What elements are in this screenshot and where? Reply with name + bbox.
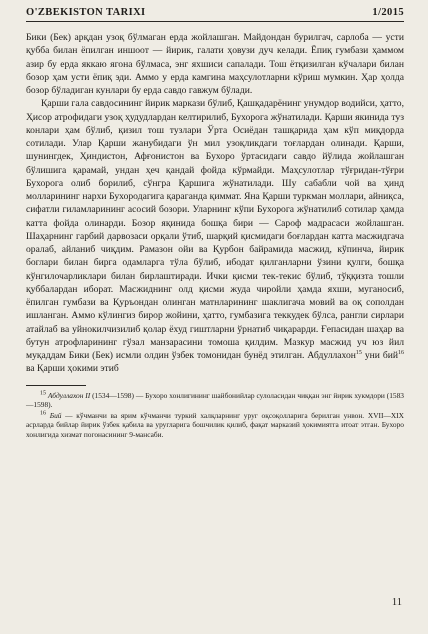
paragraph-text: уни бий	[361, 350, 398, 361]
paragraph-text: ва Қарши ҳокими этиб	[26, 363, 119, 375]
running-header	[26, 7, 404, 22]
footnote	[26, 411, 404, 440]
footnote-term: Абдуллахон II	[47, 390, 91, 400]
footnote-ref[interactable]: 15	[355, 349, 362, 356]
paragraph-text: Бики (Бек) арқдан узоқ бўлмаган ерда жойлашган. Майдондан бурилгач, сарлоба — усти қубба билан ёпилган иншоот — йирик, галати ҳовузи дуч келади. Ёпиқ гумбази ҳаммом азир бу ерда яккаю ягона бўлмаса, энг яхшиси сапалади. Тош ётқизилган кўчалари билан бозор ҳам усти ёпиқ эди. Аммо у ерда камгина маҳсулотларни кўриш мумкин. Ҳар ҳолда бозор бўладиган кунлари бу ерда савдо гавжум бўлади.	[26, 32, 404, 96]
paragraph	[26, 97, 404, 375]
footnote	[26, 391, 404, 410]
footnote-number: 16	[40, 410, 46, 417]
page-number: 11	[391, 597, 402, 608]
paragraph	[26, 31, 404, 97]
footnotes	[26, 391, 404, 440]
journal-title: O'ZBEKISTON TARIXI	[26, 7, 146, 18]
footnote-ref[interactable]: 16	[398, 349, 404, 356]
paragraph-text: Қарши гала савдосининг йирик маркази бўлиб, Қашқадарёнинг унумдор водийси, ҳатто, Ҳисор атрофидаги узоқ ҳудудлардан келтирилиб, Бухорога жўнатилади. Қарши якинида туз конлари ҳам бўлиб, қизил тош тузлари Ўрта Осиёдан ташқарида ҳам кўп миқдорда сотилади. Улар Қарши жанубидаги ўн мил узоқликдаги тоғлардан олинади. Қарши, шунингдек, Ҳиндистон, Афғонистон ва Бухоро ўртасидаги савдо йўлида жойлашган бўлишига қарамай, ундан ҳеч қандай фойда кўрмайди. Маҳсулотлар тўғридан-тўғри Бухорога олиб борилиб, сўнгра Қаршига жўнатилади. Шу сабабли чой ва ҳинд молларининг нархи Бухородагига қараганда қиммат. Яна Қарши туркман моллари, айниқса, сифатли гиламларининг асосий бозори. Уларнинг кўпи Бухорога жўнатилиб сотилар ҳамда катта фойда олинарди. Бозор яқинида бошқа бири — Сароф мадрасаси жойлашган. Шаҳарнинг гарбий дарвозаси орқали ўтиб, шарқий қисмидаги боғлардан катта масжидгача оралаб, айланиб чиқдим. Рамазон ойи ва Қурбон байрамида масжид, кўпинча, йирик боглари билан бирга одамларга тўла бўлиб, ибодат қилганларни ўзини қулги, бошқа кўнгилочарликлари билан бирлаштиради. Ички қисми тек-текис бўлиб, тўққизта тошли қуббалардан иборат. Масжиднинг олд қисми жуда чиройли ҳамда яхши, муганосиб, ёпилган гумбази ва Қуръондан олинган матнларининг шаклигача мовий ва оқ сополдан ишланган. Аммо кўлингиз бирор жойини, ҳатто, гумбазига теккудек бўлса, рангли сирлари атайлаб ва уйнокилчизилиб қолар ёхуд гиштларни ўрнатиб чиқарарди. Ғепасидан шаҳар ва бутун атрофларининг гўзал манзарасини томоша қилдим. Мазкур масжид уч юз йил муқаддам Бики (Бек) исмли олдин ўзбек томонидан бунёд этилган. Абдуллахон	[26, 98, 404, 361]
body-text	[26, 31, 404, 376]
footnote-term: Бий	[49, 410, 62, 420]
footnote-divider	[26, 385, 86, 386]
footnote-text: — кўчманчи ва ярим кўчманчи туркий халқларнинг уруг оқсоқолларига берилган унвон. XVII—XIX асрларда бийлар йирик ўзбек қабила ва уругларига бошчилик қилиб, фақат марказий ҳокимиятга итоат этган. Бухоро хонлигида хизмат погонасининг 9-мансаби.	[26, 410, 404, 439]
issue-number: 1/2015	[372, 7, 404, 18]
footnote-text: (1534—1598) — Бухоро хонлигининг шайбонийлар сулоласидан чиққан энг йирик хукмдори (1583—1598).	[26, 390, 404, 410]
footnote-number: 15	[40, 390, 46, 397]
